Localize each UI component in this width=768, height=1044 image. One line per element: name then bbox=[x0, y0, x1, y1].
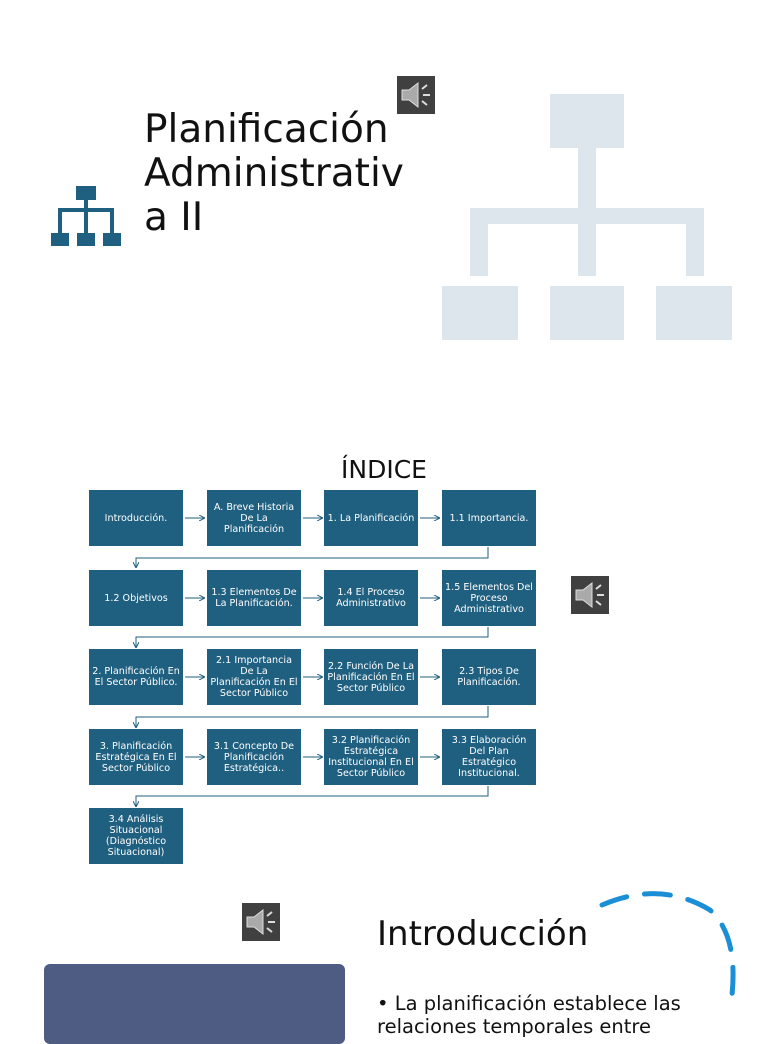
slide-title: Planificación Administrativ a II bbox=[144, 107, 404, 240]
index-box[interactable]: 1.3 Elementos De La Planificación. bbox=[207, 570, 301, 626]
speaker-icon[interactable] bbox=[571, 576, 609, 614]
index-box[interactable]: 1.4 El Proceso Administrativo bbox=[324, 570, 418, 626]
index-box[interactable]: 3.1 Concepto De Planificación Estratégica.. bbox=[207, 729, 301, 785]
index-box[interactable]: Introducción. bbox=[89, 490, 183, 546]
bullet-text: • La planificación establece las relaciones temporales entre bbox=[377, 992, 681, 1038]
slide-image-placeholder bbox=[44, 964, 345, 1044]
index-box[interactable]: 1.5 Elementos Del Proceso Administrativo bbox=[442, 570, 536, 626]
index-box[interactable]: 3. Planificación Estratégica En El Sector Público bbox=[89, 729, 183, 785]
dashed-arc-decoration bbox=[590, 885, 750, 1015]
index-box[interactable]: 1. La Planificación bbox=[324, 490, 418, 546]
index-heading: ÍNDICE bbox=[341, 455, 427, 484]
index-box[interactable]: A. Breve Historia De La Planificación bbox=[207, 490, 301, 546]
index-box[interactable]: 2.1 Importancia De La Planificación En El Sector Público bbox=[207, 649, 301, 705]
index-box[interactable]: 2.3 Tipos De Planificación. bbox=[442, 649, 536, 705]
index-box[interactable]: 2.2 Función De La Planificación En El Sector Público bbox=[324, 649, 418, 705]
index-box[interactable]: 3.3 Elaboración Del Plan Estratégico Institucional. bbox=[442, 729, 536, 785]
index-box[interactable]: 3.2 Planificación Estratégica Institucional En El Sector Público bbox=[324, 729, 418, 785]
speaker-icon[interactable] bbox=[242, 903, 280, 941]
index-box[interactable]: 3.4 Análisis Situacional (Diagnóstico Situacional) bbox=[89, 808, 183, 864]
index-box[interactable]: 2. Planificación En El Sector Público. bbox=[89, 649, 183, 705]
section-title: Introducción bbox=[377, 914, 589, 954]
index-box[interactable]: 1.1 Importancia. bbox=[442, 490, 536, 546]
index-box[interactable]: 1.2 Objetivos bbox=[89, 570, 183, 626]
